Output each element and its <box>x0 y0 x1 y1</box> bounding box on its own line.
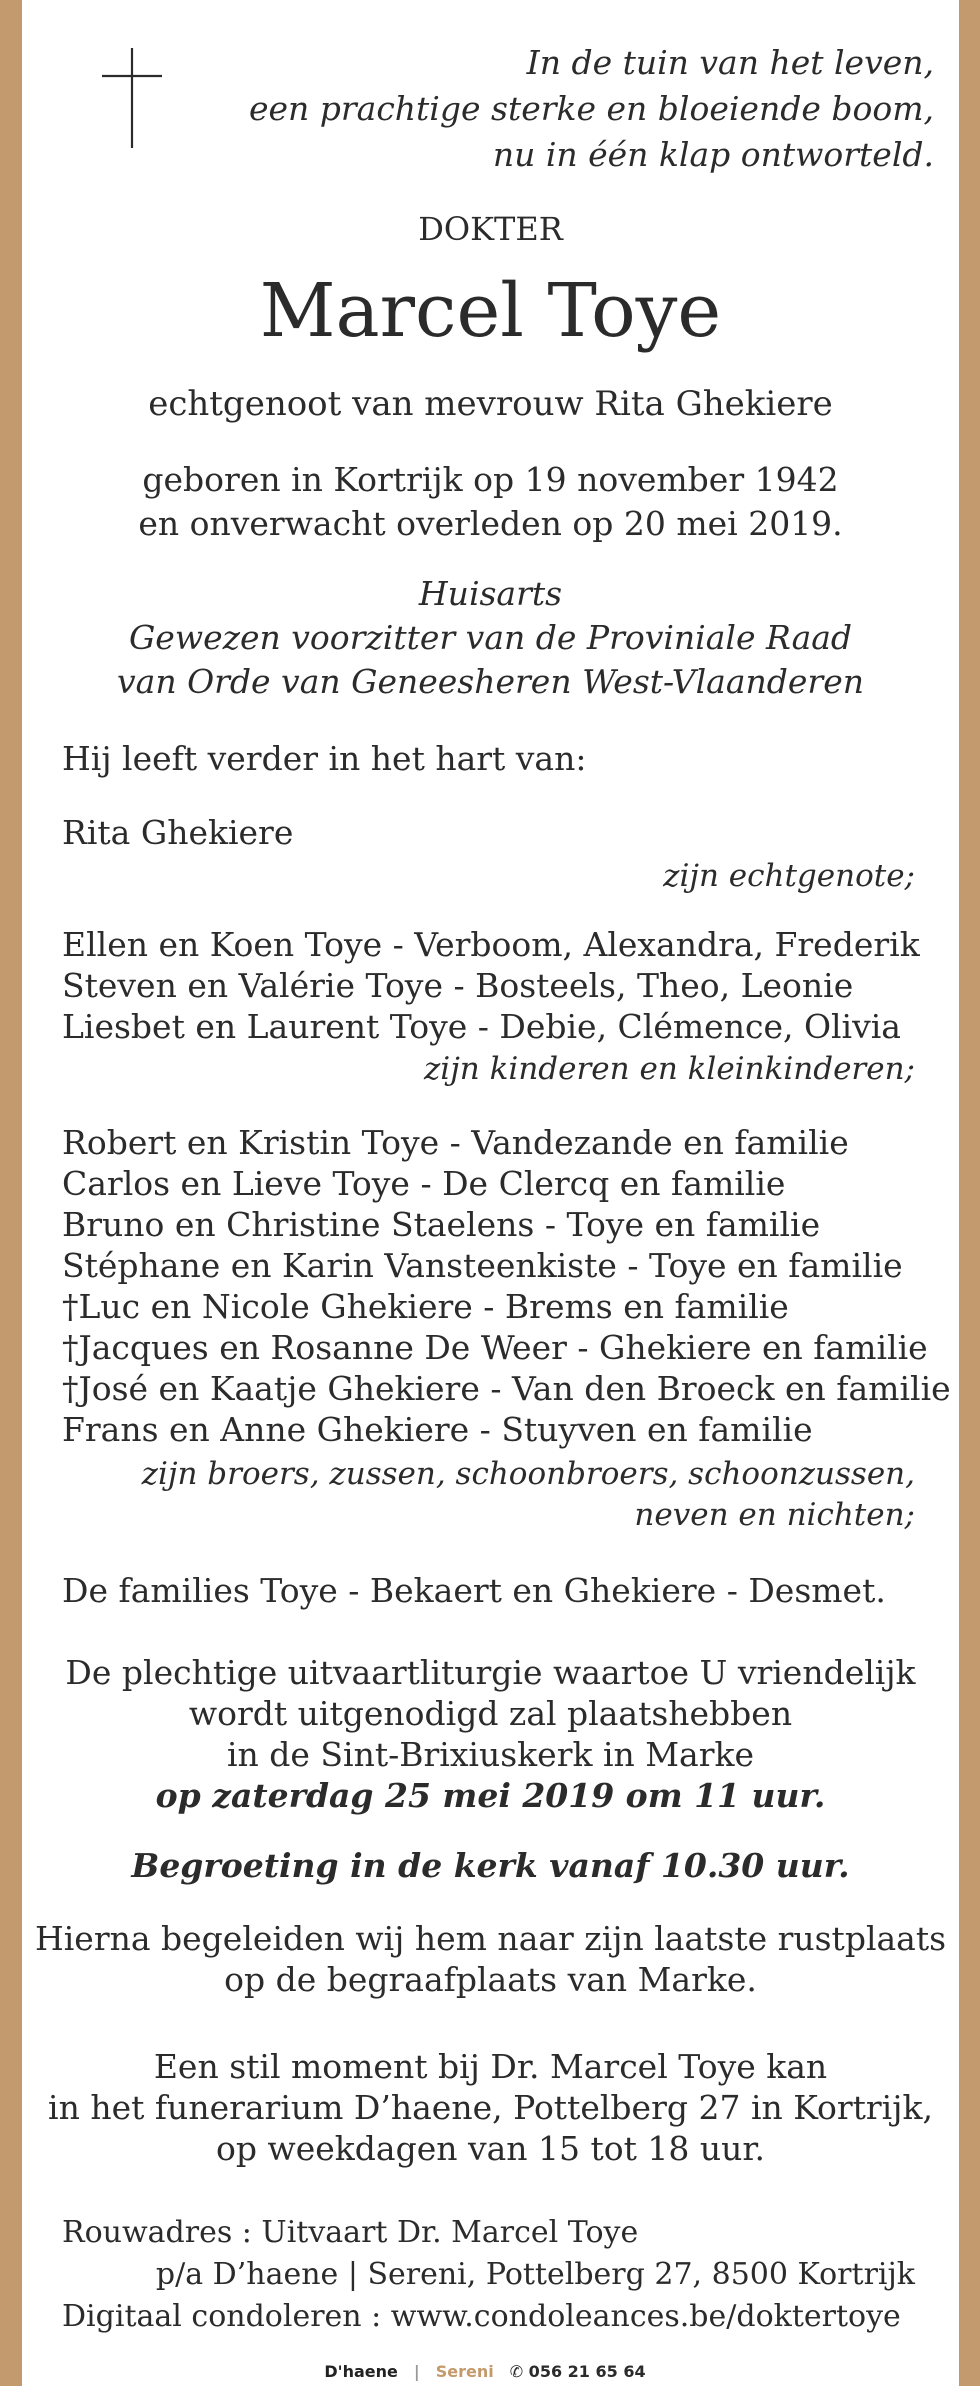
children-role: zijn kinderen en kleinkinderen; <box>423 1051 915 1087</box>
list-item: Ellen en Koen Toye - Verboom, Alexandra, Frederik <box>62 925 920 964</box>
death-line: en onverwacht overleden op 20 mei 2019. <box>138 504 843 543</box>
funeral-info <box>22 1652 959 1816</box>
footer-separator: | <box>413 2361 420 2381</box>
life-dates <box>22 458 959 546</box>
motto <box>249 40 934 178</box>
funeral-line: in de Sint-Brixiuskerk in Marke <box>226 1735 755 1774</box>
roles <box>22 572 959 704</box>
visit-line: in het funerarium D’haene, Pottelberg 27 in Kortrijk, <box>48 2088 933 2127</box>
list-item: Bruno en Christine Staelens - Toye en familie <box>62 1205 821 1244</box>
condolences: Digitaal condoleren : www.condoleances.be/doktertoye <box>62 2299 901 2334</box>
funeral-line: De plechtige uitvaartliturgie waartoe U vriendelijk <box>65 1653 916 1692</box>
footer-phone: ✆ 056 21 65 64 <box>509 2361 646 2381</box>
spouse-role: zijn echtgenote; <box>663 858 915 894</box>
list-item: †Luc en Nicole Ghekiere - Brems en familie <box>62 1287 789 1326</box>
list-item: †José en Kaatje Ghekiere - Van den Broeck en familie <box>62 1369 951 1408</box>
footer-brand-dhaene: D'haene <box>324 2361 398 2381</box>
role-line: Huisarts <box>418 574 563 613</box>
visit-line: op weekdagen van 15 tot 18 uur. <box>215 2129 766 2168</box>
role-line: van Orde van Geneesheren West-Vlaanderen <box>117 662 864 701</box>
list-item: Stéphane en Karin Vansteenkiste - Toye en familie <box>62 1246 903 1285</box>
children-list <box>62 924 942 1047</box>
list-item: †Jacques en Rosanne De Weer - Ghekiere en familie <box>62 1328 928 1367</box>
spouse-name: Rita Ghekiere <box>62 813 294 852</box>
birth-line: geboren in Kortrijk op 19 november 1942 <box>142 460 839 499</box>
list-item: Robert en Kristin Toye - Vandezande en familie <box>62 1123 849 1162</box>
funeral-line: wordt uitgenodigd zal plaatshebben <box>188 1694 793 1733</box>
list-item: Carlos en Lieve Toye - De Clercq en familie <box>62 1164 786 1203</box>
list-item: Liesbet en Laurent Toye - Debie, Clémence, Olivia <box>62 1007 901 1046</box>
obituary-card <box>22 0 959 2386</box>
motto-line: In de tuin van het leven, <box>526 43 934 82</box>
title-prefix: DOKTER <box>418 210 563 248</box>
burial-line: op de begraafplaats van Marke. <box>224 1960 757 1999</box>
families: De families Toye - Bekaert en Ghekiere - Desmet. <box>62 1571 886 1610</box>
visit-info <box>22 2046 959 2169</box>
footer-brand-box <box>250 2356 720 2386</box>
siblings-role <box>142 1454 915 1536</box>
burial-line: Hierna begeleiden wij hem naar zijn laatste rustplaats <box>34 1919 947 1958</box>
footer-strip <box>0 2356 980 2386</box>
greeting: Begroeting in de kerk vanaf 10.30 uur. <box>131 1846 850 1885</box>
funeral-date: op zaterdag 25 mei 2019 om 11 uur. <box>155 1776 826 1815</box>
siblings-role-line: zijn broers, zussen, schoonbroers, schoonzussen, <box>141 1456 915 1492</box>
role-line: Gewezen voorzitter van de Proviniale Raad <box>128 618 853 657</box>
cross-icon <box>102 48 162 148</box>
address-line: p/a D’haene | Sereni, Pottelberg 27, 8500 Kortrijk <box>155 2257 915 2292</box>
footer-brand-sereni: Sereni <box>435 2361 494 2381</box>
siblings-role-line: neven en nichten; <box>634 1497 915 1533</box>
motto-line: nu in één klap ontworteld. <box>492 135 934 174</box>
motto-line: een prachtige sterke en bloeiende boom, <box>248 89 934 128</box>
address-label: Rouwadres : Uitvaart Dr. Marcel Toye <box>62 2215 639 2250</box>
burial-info <box>22 1918 959 2000</box>
spouse-line: echtgenoot van mevrouw Rita Ghekiere <box>148 384 833 424</box>
intro: Hij leeft verder in het hart van: <box>62 739 587 778</box>
siblings-list <box>62 1122 951 1450</box>
list-item: Steven en Valérie Toye - Bosteels, Theo, Leonie <box>62 966 854 1005</box>
list-item: Frans en Anne Ghekiere - Stuyven en familie <box>62 1410 813 1449</box>
visit-line: Een stil moment bij Dr. Marcel Toye kan <box>153 2047 828 2086</box>
deceased-name: Marcel Toye <box>259 268 722 354</box>
